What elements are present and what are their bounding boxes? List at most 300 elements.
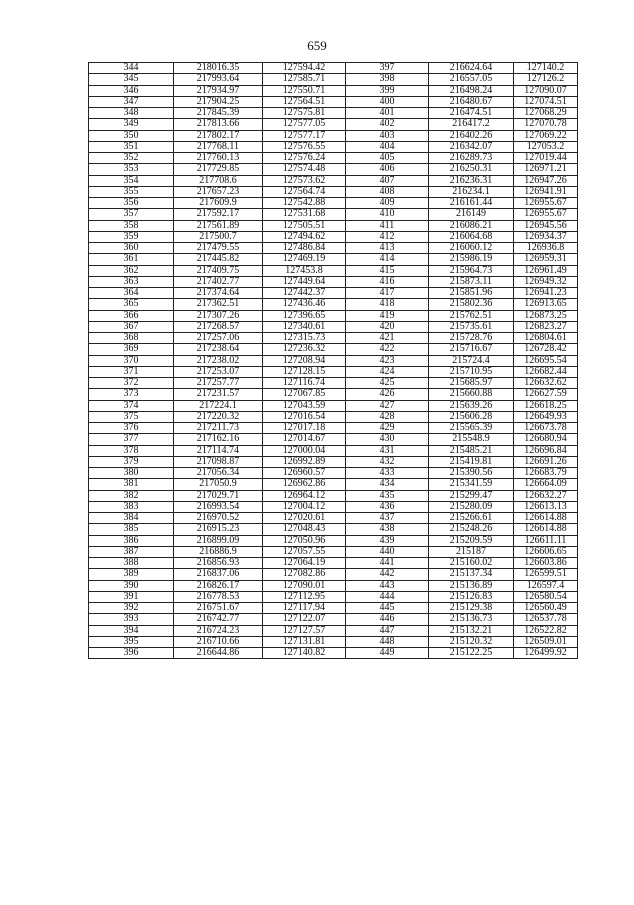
y-coordinate-left: 127574.48 [263, 164, 346, 175]
point-number-left: 380 [89, 468, 174, 479]
x-coordinate-right: 215137.34 [429, 569, 514, 580]
table-row [89, 276, 578, 287]
point-number-left: 364 [89, 288, 174, 299]
y-coordinate-left: 127050.96 [263, 535, 346, 546]
x-coordinate-right: 215341.59 [429, 479, 514, 490]
x-coordinate-right: 216236.31 [429, 175, 514, 186]
x-coordinate-left: 217409.75 [174, 265, 263, 276]
point-number-right: 444 [346, 591, 429, 602]
point-number-right: 418 [346, 299, 429, 310]
table-row [89, 366, 578, 377]
y-coordinate-right: 126934.37 [514, 231, 578, 242]
y-coordinate-right: 126606.65 [514, 546, 578, 557]
y-coordinate-left: 127396.65 [263, 310, 346, 321]
point-number-left: 351 [89, 141, 174, 152]
x-coordinate-left: 217768.11 [174, 141, 263, 152]
table-row [89, 186, 578, 197]
y-coordinate-left: 127017.18 [263, 423, 346, 434]
x-coordinate-right: 215762.51 [429, 310, 514, 321]
y-coordinate-right: 126613.13 [514, 501, 578, 512]
table-row [89, 389, 578, 400]
table-row [89, 648, 578, 659]
x-coordinate-right: 216086.21 [429, 220, 514, 231]
point-number-left: 367 [89, 321, 174, 332]
x-coordinate-left: 217657.23 [174, 186, 263, 197]
x-coordinate-left: 217934.97 [174, 85, 263, 96]
x-coordinate-right: 215639.26 [429, 400, 514, 411]
table-row [89, 636, 578, 647]
point-number-right: 447 [346, 625, 429, 636]
y-coordinate-left: 126964.12 [263, 490, 346, 501]
y-coordinate-right: 126949.32 [514, 276, 578, 287]
point-number-right: 429 [346, 423, 429, 434]
point-number-right: 441 [346, 558, 429, 569]
y-coordinate-right: 126614.88 [514, 524, 578, 535]
point-number-left: 382 [89, 490, 174, 501]
x-coordinate-right: 216250.31 [429, 164, 514, 175]
y-coordinate-left: 127436.46 [263, 299, 346, 310]
table-row [89, 85, 578, 96]
y-coordinate-right: 127053.2 [514, 141, 578, 152]
y-coordinate-left: 126962.86 [263, 479, 346, 490]
point-number-left: 384 [89, 513, 174, 524]
point-number-left: 378 [89, 445, 174, 456]
point-number-right: 411 [346, 220, 429, 231]
x-coordinate-left: 217402.77 [174, 276, 263, 287]
point-number-left: 379 [89, 456, 174, 467]
y-coordinate-right: 126560.49 [514, 603, 578, 614]
y-coordinate-right: 126971.21 [514, 164, 578, 175]
x-coordinate-right: 216624.64 [429, 63, 514, 74]
y-coordinate-left: 127453.8 [263, 265, 346, 276]
table-row [89, 490, 578, 501]
table-row [89, 209, 578, 220]
y-coordinate-left: 127016.54 [263, 411, 346, 422]
x-coordinate-right: 215728.76 [429, 333, 514, 344]
x-coordinate-left: 216751.67 [174, 603, 263, 614]
table-row [89, 378, 578, 389]
x-coordinate-right: 215419.81 [429, 456, 514, 467]
table-row [89, 603, 578, 614]
point-number-right: 428 [346, 411, 429, 422]
x-coordinate-right: 216149 [429, 209, 514, 220]
x-coordinate-left: 217238.64 [174, 344, 263, 355]
point-number-right: 449 [346, 648, 429, 659]
y-coordinate-left: 127122.07 [263, 614, 346, 625]
point-number-left: 365 [89, 299, 174, 310]
x-coordinate-right: 216342.07 [429, 141, 514, 152]
x-coordinate-right: 215802.36 [429, 299, 514, 310]
x-coordinate-left: 217609.9 [174, 198, 263, 209]
point-number-left: 393 [89, 614, 174, 625]
point-number-left: 352 [89, 153, 174, 164]
x-coordinate-right: 215132.21 [429, 625, 514, 636]
point-number-right: 433 [346, 468, 429, 479]
y-coordinate-left: 127090.01 [263, 580, 346, 591]
x-coordinate-left: 217307.26 [174, 310, 263, 321]
point-number-left: 362 [89, 265, 174, 276]
point-number-left: 358 [89, 220, 174, 231]
y-coordinate-right: 127140.2 [514, 63, 578, 74]
x-coordinate-left: 217813.66 [174, 119, 263, 130]
point-number-right: 424 [346, 366, 429, 377]
x-coordinate-right: 215280.09 [429, 501, 514, 512]
x-coordinate-right: 215485.21 [429, 445, 514, 456]
y-coordinate-left: 126992.89 [263, 456, 346, 467]
point-number-right: 435 [346, 490, 429, 501]
table-row [89, 468, 578, 479]
y-coordinate-left: 127542.88 [263, 198, 346, 209]
point-number-right: 443 [346, 580, 429, 591]
point-number-right: 417 [346, 288, 429, 299]
point-number-right: 430 [346, 434, 429, 445]
table-row [89, 344, 578, 355]
x-coordinate-right: 216060.12 [429, 243, 514, 254]
point-number-left: 388 [89, 558, 174, 569]
point-number-left: 371 [89, 366, 174, 377]
table-row [89, 411, 578, 422]
x-coordinate-left: 218016.35 [174, 63, 263, 74]
y-coordinate-right: 126947.26 [514, 175, 578, 186]
x-coordinate-right: 216480.67 [429, 96, 514, 107]
x-coordinate-left: 217362.51 [174, 299, 263, 310]
y-coordinate-left: 127020.61 [263, 513, 346, 524]
x-coordinate-left: 217268.57 [174, 321, 263, 332]
y-coordinate-left: 127505.51 [263, 220, 346, 231]
y-coordinate-right: 126682.44 [514, 366, 578, 377]
x-coordinate-right: 215187 [429, 546, 514, 557]
y-coordinate-left: 127550.71 [263, 85, 346, 96]
table-row [89, 119, 578, 130]
point-number-right: 427 [346, 400, 429, 411]
y-coordinate-right: 126941.23 [514, 288, 578, 299]
table-row [89, 141, 578, 152]
y-coordinate-right: 126611.11 [514, 535, 578, 546]
x-coordinate-right: 215724.4 [429, 355, 514, 366]
y-coordinate-left: 127585.71 [263, 74, 346, 85]
y-coordinate-right: 127070.78 [514, 119, 578, 130]
y-coordinate-right: 127068.29 [514, 108, 578, 119]
x-coordinate-right: 216557.05 [429, 74, 514, 85]
x-coordinate-right: 215122.25 [429, 648, 514, 659]
y-coordinate-left: 126960.57 [263, 468, 346, 479]
point-number-right: 421 [346, 333, 429, 344]
point-number-left: 348 [89, 108, 174, 119]
y-coordinate-right: 126961.49 [514, 265, 578, 276]
y-coordinate-left: 127112.95 [263, 591, 346, 602]
point-number-right: 437 [346, 513, 429, 524]
y-coordinate-right: 126696.84 [514, 445, 578, 456]
point-number-left: 346 [89, 85, 174, 96]
x-coordinate-right: 215209.59 [429, 535, 514, 546]
y-coordinate-right: 126673.78 [514, 423, 578, 434]
point-number-left: 350 [89, 130, 174, 141]
x-coordinate-left: 216993.54 [174, 501, 263, 512]
y-coordinate-left: 127000.04 [263, 445, 346, 456]
point-number-left: 360 [89, 243, 174, 254]
x-coordinate-left: 217592.17 [174, 209, 263, 220]
point-number-right: 431 [346, 445, 429, 456]
point-number-right: 399 [346, 85, 429, 96]
table-row [89, 434, 578, 445]
point-number-left: 345 [89, 74, 174, 85]
x-coordinate-right: 215390.56 [429, 468, 514, 479]
x-coordinate-left: 217374.64 [174, 288, 263, 299]
x-coordinate-left: 217238.02 [174, 355, 263, 366]
point-number-right: 402 [346, 119, 429, 130]
point-number-right: 405 [346, 153, 429, 164]
y-coordinate-left: 127014.67 [263, 434, 346, 445]
x-coordinate-left: 216778.53 [174, 591, 263, 602]
point-number-left: 375 [89, 411, 174, 422]
x-coordinate-left: 216970.52 [174, 513, 263, 524]
y-coordinate-right: 126955.67 [514, 209, 578, 220]
x-coordinate-right: 215248.26 [429, 524, 514, 535]
table-row [89, 558, 578, 569]
table-row [89, 243, 578, 254]
point-number-right: 419 [346, 310, 429, 321]
x-coordinate-left: 216826.17 [174, 580, 263, 591]
point-number-right: 413 [346, 243, 429, 254]
x-coordinate-left: 217056.34 [174, 468, 263, 479]
y-coordinate-right: 127074.51 [514, 96, 578, 107]
x-coordinate-right: 216474.51 [429, 108, 514, 119]
x-coordinate-right: 216417.2 [429, 119, 514, 130]
point-number-left: 356 [89, 198, 174, 209]
y-coordinate-right: 126664.09 [514, 479, 578, 490]
y-coordinate-right: 126945.56 [514, 220, 578, 231]
point-number-right: 415 [346, 265, 429, 276]
x-coordinate-right: 215126.83 [429, 591, 514, 602]
y-coordinate-right: 126695.54 [514, 355, 578, 366]
point-number-right: 416 [346, 276, 429, 287]
point-number-left: 354 [89, 175, 174, 186]
table-row [89, 423, 578, 434]
table-row [89, 546, 578, 557]
x-coordinate-left: 217500.7 [174, 231, 263, 242]
point-number-right: 414 [346, 254, 429, 265]
table-row [89, 321, 578, 332]
y-coordinate-right: 126959.31 [514, 254, 578, 265]
table-row [89, 175, 578, 186]
point-number-right: 407 [346, 175, 429, 186]
point-number-right: 404 [346, 141, 429, 152]
y-coordinate-right: 126955.67 [514, 198, 578, 209]
point-number-left: 363 [89, 276, 174, 287]
y-coordinate-right: 127069.22 [514, 130, 578, 141]
point-number-right: 436 [346, 501, 429, 512]
point-number-left: 381 [89, 479, 174, 490]
y-coordinate-left: 127140.82 [263, 648, 346, 659]
coordinates-table [88, 62, 578, 659]
point-number-right: 425 [346, 378, 429, 389]
point-number-left: 377 [89, 434, 174, 445]
y-coordinate-left: 127564.51 [263, 96, 346, 107]
x-coordinate-right: 216234.1 [429, 186, 514, 197]
x-coordinate-left: 217050.9 [174, 479, 263, 490]
y-coordinate-left: 127208.94 [263, 355, 346, 366]
point-number-right: 400 [346, 96, 429, 107]
x-coordinate-right: 215735.61 [429, 321, 514, 332]
y-coordinate-left: 127117.94 [263, 603, 346, 614]
point-number-right: 432 [346, 456, 429, 467]
y-coordinate-left: 127576.24 [263, 153, 346, 164]
x-coordinate-right: 216402.26 [429, 130, 514, 141]
x-coordinate-left: 217224.1 [174, 400, 263, 411]
y-coordinate-left: 127067.85 [263, 389, 346, 400]
y-coordinate-right: 126632.27 [514, 490, 578, 501]
x-coordinate-left: 216644.86 [174, 648, 263, 659]
point-number-left: 344 [89, 63, 174, 74]
table-row [89, 108, 578, 119]
y-coordinate-right: 126537.78 [514, 614, 578, 625]
y-coordinate-left: 127442.37 [263, 288, 346, 299]
x-coordinate-right: 215299.47 [429, 490, 514, 501]
x-coordinate-left: 216899.09 [174, 535, 263, 546]
y-coordinate-left: 127082.86 [263, 569, 346, 580]
point-number-left: 359 [89, 231, 174, 242]
y-coordinate-left: 127449.64 [263, 276, 346, 287]
x-coordinate-right: 215964.73 [429, 265, 514, 276]
y-coordinate-right: 126680.94 [514, 434, 578, 445]
y-coordinate-right: 127126.2 [514, 74, 578, 85]
point-number-left: 389 [89, 569, 174, 580]
y-coordinate-left: 127494.62 [263, 231, 346, 242]
point-number-left: 372 [89, 378, 174, 389]
x-coordinate-left: 217993.64 [174, 74, 263, 85]
x-coordinate-right: 215136.73 [429, 614, 514, 625]
x-coordinate-left: 216724.23 [174, 625, 263, 636]
table-row [89, 74, 578, 85]
table-row [89, 299, 578, 310]
table-row [89, 591, 578, 602]
y-coordinate-right: 126913.65 [514, 299, 578, 310]
x-coordinate-left: 216856.93 [174, 558, 263, 569]
x-coordinate-left: 217257.06 [174, 333, 263, 344]
x-coordinate-left: 217162.16 [174, 434, 263, 445]
x-coordinate-left: 216886.9 [174, 546, 263, 557]
point-number-right: 406 [346, 164, 429, 175]
y-coordinate-right: 126936.8 [514, 243, 578, 254]
y-coordinate-right: 126603.86 [514, 558, 578, 569]
point-number-left: 353 [89, 164, 174, 175]
x-coordinate-right: 215716.67 [429, 344, 514, 355]
point-number-right: 397 [346, 63, 429, 74]
point-number-left: 390 [89, 580, 174, 591]
x-coordinate-right: 215685.97 [429, 378, 514, 389]
y-coordinate-left: 127573.62 [263, 175, 346, 186]
x-coordinate-left: 217231.57 [174, 389, 263, 400]
point-number-left: 355 [89, 186, 174, 197]
y-coordinate-left: 127576.55 [263, 141, 346, 152]
x-coordinate-right: 215851.96 [429, 288, 514, 299]
point-number-left: 368 [89, 333, 174, 344]
point-number-left: 385 [89, 524, 174, 535]
point-number-right: 403 [346, 130, 429, 141]
x-coordinate-right: 215548.9 [429, 434, 514, 445]
y-coordinate-left: 127486.84 [263, 243, 346, 254]
page-number: 659 [307, 38, 327, 53]
y-coordinate-left: 127531.68 [263, 209, 346, 220]
x-coordinate-right: 215986.19 [429, 254, 514, 265]
y-coordinate-left: 127057.55 [263, 546, 346, 557]
y-coordinate-right: 126627.59 [514, 389, 578, 400]
y-coordinate-right: 126691.26 [514, 456, 578, 467]
point-number-left: 391 [89, 591, 174, 602]
point-number-right: 422 [346, 344, 429, 355]
x-coordinate-right: 215160.02 [429, 558, 514, 569]
y-coordinate-left: 127004.12 [263, 501, 346, 512]
point-number-right: 438 [346, 524, 429, 535]
y-coordinate-right: 126618.25 [514, 400, 578, 411]
x-coordinate-right: 215710.95 [429, 366, 514, 377]
y-coordinate-left: 127128.15 [263, 366, 346, 377]
y-coordinate-left: 127043.59 [263, 400, 346, 411]
x-coordinate-left: 217114.74 [174, 445, 263, 456]
point-number-right: 409 [346, 198, 429, 209]
x-coordinate-left: 217708.6 [174, 175, 263, 186]
point-number-right: 412 [346, 231, 429, 242]
x-coordinate-right: 216161.44 [429, 198, 514, 209]
table-row [89, 265, 578, 276]
y-coordinate-right: 126804.61 [514, 333, 578, 344]
point-number-left: 373 [89, 389, 174, 400]
point-number-right: 426 [346, 389, 429, 400]
x-coordinate-left: 217760.13 [174, 153, 263, 164]
x-coordinate-right: 215136.89 [429, 580, 514, 591]
y-coordinate-right: 126597.4 [514, 580, 578, 591]
point-number-left: 394 [89, 625, 174, 636]
table-row [89, 614, 578, 625]
x-coordinate-right: 215266.61 [429, 513, 514, 524]
table-row [89, 445, 578, 456]
x-coordinate-left: 216742.77 [174, 614, 263, 625]
x-coordinate-right: 216064.68 [429, 231, 514, 242]
point-number-right: 446 [346, 614, 429, 625]
y-coordinate-right: 126873.25 [514, 310, 578, 321]
table-row [89, 501, 578, 512]
point-number-right: 434 [346, 479, 429, 490]
y-coordinate-right: 126683.79 [514, 468, 578, 479]
y-coordinate-right: 127090.07 [514, 85, 578, 96]
x-coordinate-left: 217904.25 [174, 96, 263, 107]
table-row [89, 355, 578, 366]
x-coordinate-right: 215606.28 [429, 411, 514, 422]
table-row [89, 524, 578, 535]
y-coordinate-right: 126728.42 [514, 344, 578, 355]
x-coordinate-left: 217802.17 [174, 130, 263, 141]
y-coordinate-left: 127315.73 [263, 333, 346, 344]
y-coordinate-right: 126509.01 [514, 636, 578, 647]
y-coordinate-left: 127236.32 [263, 344, 346, 355]
table-row [89, 535, 578, 546]
y-coordinate-right: 126599.51 [514, 569, 578, 580]
y-coordinate-left: 127116.74 [263, 378, 346, 389]
x-coordinate-left: 217211.73 [174, 423, 263, 434]
x-coordinate-left: 217561.89 [174, 220, 263, 231]
table-row [89, 63, 578, 74]
point-number-left: 366 [89, 310, 174, 321]
table-row [89, 164, 578, 175]
y-coordinate-right: 126580.54 [514, 591, 578, 602]
y-coordinate-left: 127131.81 [263, 636, 346, 647]
table-row [89, 254, 578, 265]
table-row [89, 333, 578, 344]
point-number-left: 357 [89, 209, 174, 220]
point-number-right: 410 [346, 209, 429, 220]
table-row [89, 96, 578, 107]
x-coordinate-left: 217029.71 [174, 490, 263, 501]
